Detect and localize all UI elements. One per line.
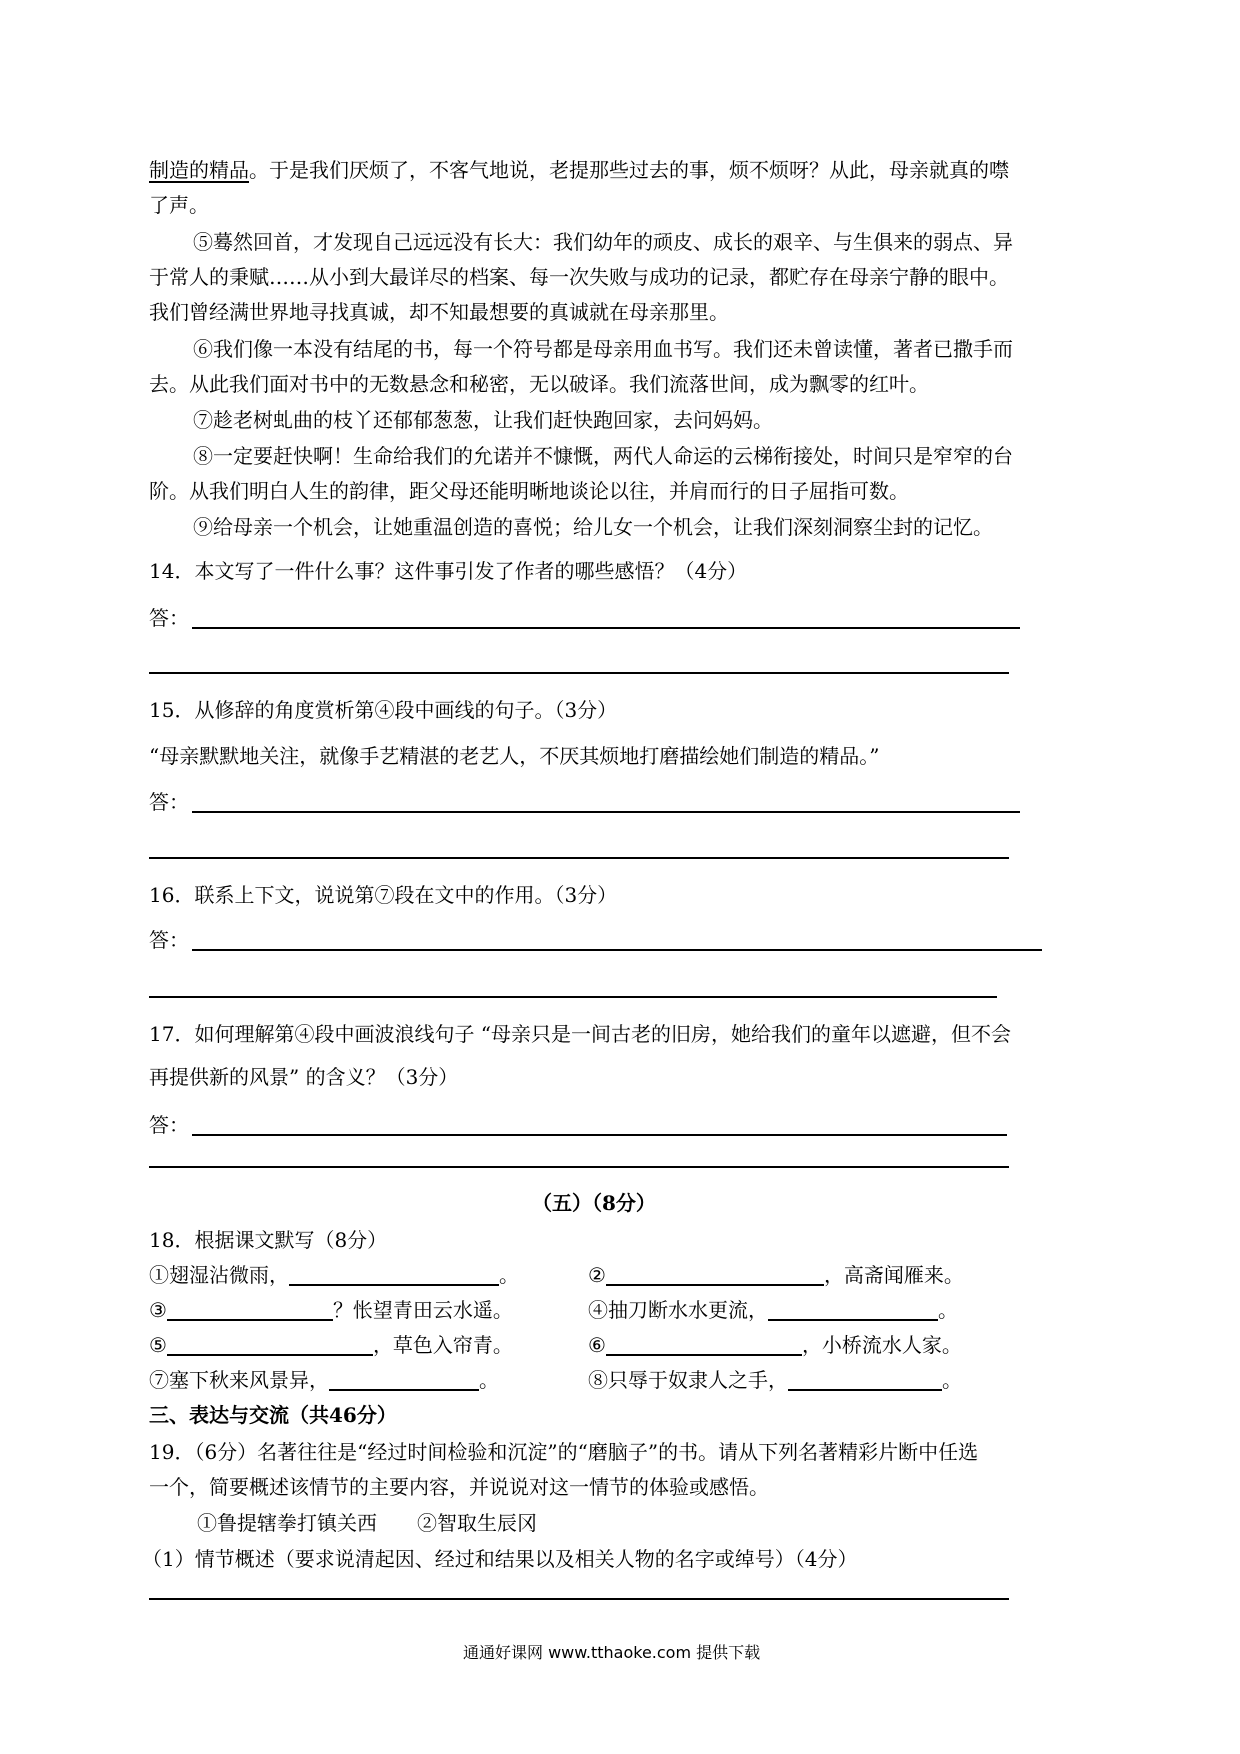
underlined-phrase: 制造的精品 — [149, 158, 249, 182]
passage-p8-line2: 阶。从我们明白人生的韵律，距父母还能明晰地谈论以往，并肩而行的日子屈指可数。 — [149, 479, 909, 503]
fill-blank[interactable] — [606, 1262, 824, 1286]
fill-blank[interactable] — [788, 1367, 942, 1391]
passage-p7-line1: ⑦趁老树虬曲的枝丫还郁郁葱葱，让我们赶快跑回家，去问妈妈。 — [193, 408, 773, 432]
answer-line[interactable] — [192, 811, 1020, 813]
fill-blank[interactable] — [167, 1332, 373, 1356]
question-17-line1: 17．如何理解第④段中画波浪线句子 “母亲只是一间古老的旧房，她给我们的童年以遮避，但不会 — [149, 1022, 1012, 1046]
item-text: ，高斋闻雁来。 — [823, 1263, 964, 1287]
item-text: ③ — [149, 1298, 167, 1322]
item-text: ⑧只辱于奴隶人之手， — [588, 1368, 788, 1392]
answer-line[interactable] — [149, 672, 1009, 674]
fill-blank[interactable] — [167, 1297, 333, 1321]
item-text: ⑦塞下秋来风景异， — [149, 1368, 329, 1392]
section-3-heading: 三、表达与交流（共46分） — [149, 1403, 397, 1427]
answer-line[interactable] — [149, 1598, 1009, 1600]
passage-p6-line2: 去。从此我们面对书中的无数悬念和秘密，无以破译。我们流落世间，成为飘零的红叶。 — [149, 372, 929, 396]
fill-blank[interactable] — [606, 1332, 802, 1356]
recitation-item-4 — [588, 1297, 958, 1323]
recitation-item-7 — [149, 1367, 499, 1393]
page-footer: 通通好课网 www.tthaoke.com 提供下载 — [463, 1643, 761, 1662]
answer-line[interactable] — [149, 996, 997, 998]
answer-line[interactable] — [149, 1166, 1009, 1168]
question-19-line2: 一个，简要概述该情节的主要内容，并说说对这一情节的体验或感悟。 — [149, 1475, 769, 1499]
question-18: 18．根据课文默写（8分） — [149, 1228, 388, 1252]
answer-label: 答： — [149, 1113, 189, 1137]
answer-line[interactable] — [192, 1134, 1007, 1136]
fill-blank[interactable] — [289, 1262, 499, 1286]
question-19-line1: 19．（6分）名著往往是“经过时间检验和沉淀”的“磨脑子”的书。请从下列名著精彩片断中任选 — [149, 1440, 979, 1464]
passage-p5-line2: 于常人的秉赋……从小到大最详尽的档案、每一次失败与成功的记录，都贮存在母亲宁静的眼中。 — [149, 265, 1009, 289]
question-14: 14．本文写了一件什么事？这件事引发了作者的哪些感悟？（4分） — [149, 559, 748, 583]
item-text: 。 — [499, 1263, 519, 1287]
passage-p5-line1: ⑤蓦然回首，才发现自己远远没有长大：我们幼年的顽皮、成长的艰辛、与生俱来的弱点、异 — [193, 230, 1013, 254]
answer-line[interactable] — [192, 949, 1042, 951]
item-text: ，小桥流水人家。 — [801, 1333, 962, 1357]
question-17-line2: 再提供新的风景” 的含义？（3分） — [149, 1065, 459, 1089]
item-text: ④抽刀断水水更流， — [588, 1298, 768, 1322]
answer-line[interactable] — [149, 857, 1009, 859]
recitation-item-3 — [149, 1297, 513, 1323]
passage-p5-line3: 我们曾经满世界地寻找真诚，却不知最想要的真诚就在母亲那里。 — [149, 300, 729, 324]
question-19-sub1: （1）情节概述（要求说清起因、经过和结果以及相关人物的名字或绰号）（4分） — [142, 1547, 858, 1571]
answer-label: 答： — [149, 928, 189, 952]
item-text: 。 — [479, 1368, 499, 1392]
passage-text: 。于是我们厌烦了，不客气地说，老提那些过去的事，烦不烦呀？从此，母亲就真的噤 — [249, 158, 1009, 182]
fill-blank[interactable] — [329, 1367, 479, 1391]
item-text: ⑤ — [149, 1333, 167, 1357]
answer-line[interactable] — [192, 627, 1020, 629]
item-text: ？怅望青田云水遥。 — [332, 1298, 513, 1322]
item-text: ⑥ — [588, 1333, 606, 1357]
answer-label: 答： — [149, 606, 189, 630]
recitation-item-5 — [149, 1332, 513, 1358]
recitation-item-6 — [588, 1332, 962, 1358]
question-15: 15．从修辞的角度赏析第④段中画线的句子。（3分） — [149, 698, 618, 722]
passage-p4-tail-2: 了声。 — [149, 193, 209, 217]
passage-p9-line1: ⑨给母亲一个机会，让她重温创造的喜悦；给儿女一个机会，让我们深刻洞察尘封的记忆。 — [193, 515, 993, 539]
question-15-quote: “母亲默默地关注，就像手艺精湛的老艺人，不厌其烦地打磨描绘她们制造的精品。” — [149, 744, 880, 768]
recitation-item-2 — [588, 1262, 964, 1288]
question-16: 16．联系上下文，说说第⑦段在文中的作用。（3分） — [149, 883, 618, 907]
item-text: 。 — [942, 1368, 962, 1392]
recitation-item-8 — [588, 1367, 962, 1393]
answer-label: 答： — [149, 790, 189, 814]
item-text: ② — [588, 1263, 606, 1287]
passage-p4-tail — [149, 157, 1009, 183]
fill-blank[interactable] — [768, 1297, 938, 1321]
item-text: ，草色入帘青。 — [372, 1333, 513, 1357]
question-19-options: ①鲁提辖拳打镇关西 ②智取生辰冈 — [197, 1511, 537, 1535]
item-text: ①翅湿沾微雨， — [149, 1263, 289, 1287]
passage-p6-line1: ⑥我们像一本没有结尾的书，每一个符号都是母亲用血书写。我们还未曾读懂，著者已撒手而 — [193, 337, 1013, 361]
recitation-item-1 — [149, 1262, 519, 1288]
section-5-heading: （五）（8分） — [532, 1191, 656, 1215]
item-text: 。 — [938, 1298, 958, 1322]
passage-p8-line1: ⑧一定要赶快啊！生命给我们的允诺并不慷慨，两代人命运的云梯衔接处，时间只是窄窄的台 — [193, 444, 1013, 468]
